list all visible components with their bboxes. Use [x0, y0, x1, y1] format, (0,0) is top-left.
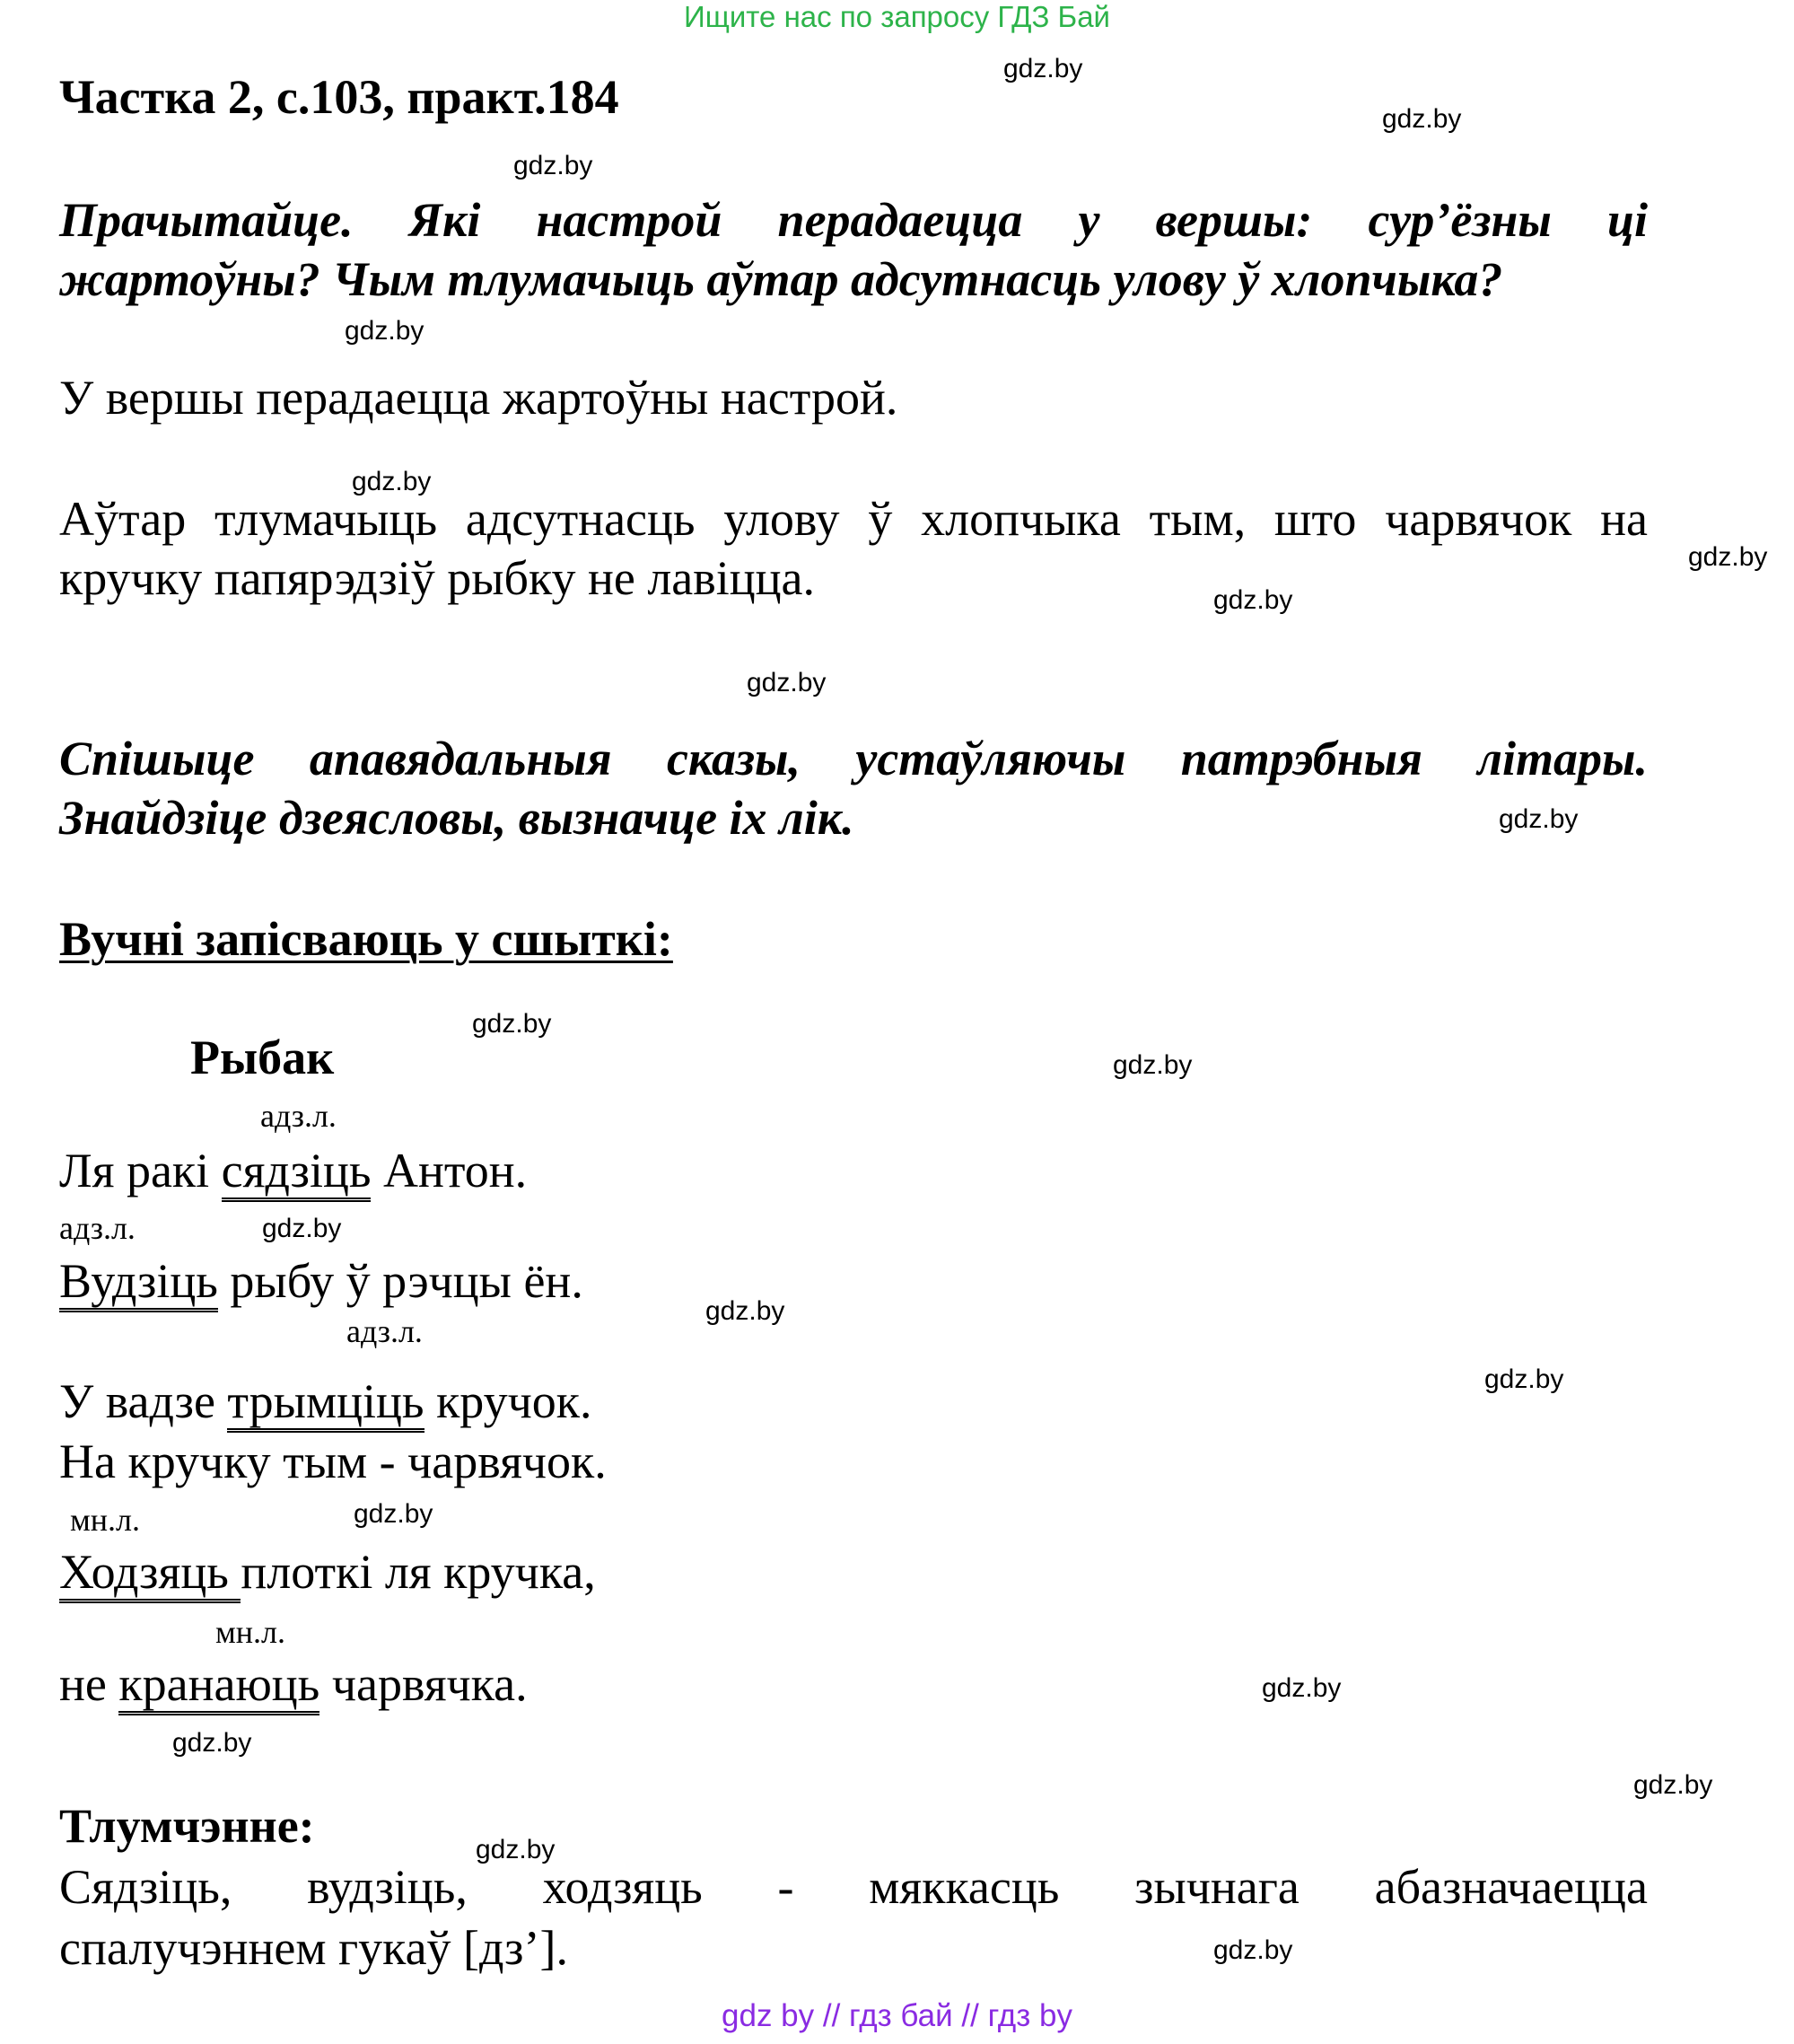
verb: Ходзяць	[59, 1545, 241, 1603]
watermark: gdz.by	[345, 316, 424, 346]
poem-line-5	[59, 1544, 596, 1600]
watermark: gdz.by	[1484, 1364, 1564, 1394]
verb: трымціць	[227, 1374, 424, 1433]
task-2-line-2: Знайдзіце дзеясловы, вызначце іх лік.	[59, 791, 854, 845]
watermark: gdz.by	[705, 1296, 785, 1326]
task-1-line-1: Прачытайце. Які настрой перадаецца у вершы: сур’ёзны ці	[59, 193, 1648, 247]
explanation-word: вудзіць,	[307, 1860, 468, 1914]
poem-text: не	[59, 1657, 119, 1711]
watermark: gdz.by	[1382, 104, 1462, 134]
poem-text: Ля ракі	[59, 1144, 222, 1197]
poem-line-4: На кручку тым - чарвячок.	[59, 1434, 607, 1488]
explanation-word: зычнага	[1134, 1860, 1300, 1914]
footer-links[interactable]: gdz by // гдз бай // гдз by	[722, 1998, 1072, 2033]
watermark: gdz.by	[1213, 1935, 1293, 1965]
watermark: gdz.by	[476, 1835, 556, 1864]
number-note: мн.л.	[70, 1502, 141, 1538]
poem-text: Антон.	[371, 1144, 528, 1197]
watermark: gdz.by	[352, 467, 432, 496]
task-2	[59, 729, 1648, 847]
number-note: адз.л.	[346, 1313, 423, 1349]
explanation-word: Сядзіць,	[59, 1860, 232, 1914]
watermark: gdz.by	[354, 1499, 433, 1529]
poem-title: Рыбак	[190, 1031, 335, 1084]
watermark: gdz.by	[1688, 542, 1768, 572]
poem-text: У вадзе	[59, 1374, 228, 1428]
number-note: мн.л.	[215, 1614, 286, 1650]
top-banner[interactable]: Ищите нас по запросу ГДЗ Бай	[684, 0, 1110, 33]
explanation-line-2: спалучэннем гукаў [дз’].	[59, 1921, 568, 1975]
poem-line-1	[59, 1143, 527, 1198]
explanation-dash: -	[777, 1860, 794, 1914]
watermark: gdz.by	[1003, 54, 1083, 83]
task-1	[59, 190, 1648, 309]
number-note: адз.л.	[59, 1210, 136, 1246]
answer-2-line-1: Аўтар тлумачыць адсутнасць улову ў хлопчыка тым, што чарвячок на	[59, 492, 1648, 546]
verb: кранаюць	[118, 1657, 319, 1715]
notebook-heading: Вучні запісваюць у сшыткі:	[59, 912, 673, 966]
page-title: Частка 2, с.103, практ.184	[59, 70, 619, 124]
poem-text: кручок.	[424, 1374, 592, 1428]
watermark: gdz.by	[1633, 1770, 1713, 1800]
watermark: gdz.by	[1113, 1050, 1193, 1080]
explanation-heading: Тлумчэнне:	[59, 1799, 315, 1853]
poem-line-6	[59, 1656, 528, 1712]
watermark: gdz.by	[1213, 585, 1293, 615]
watermark: gdz.by	[172, 1728, 252, 1758]
poem-line-3	[59, 1373, 591, 1429]
answer-1: У вершы перадаецца жартоўны настрой.	[59, 371, 898, 425]
poem-text: рыбу ў рэчцы ён.	[217, 1254, 583, 1308]
task-1-line-2: жартоўны? Чым тлумачыць аўтар адсутнасць улову ў хлопчыка?	[59, 252, 1503, 306]
number-note: адз.л.	[260, 1098, 337, 1134]
watermark: gdz.by	[472, 1009, 552, 1039]
watermark: gdz.by	[1262, 1673, 1342, 1703]
task-2-line-1: Спішыце апавядальныя сказы, устаўляючы патрэбныя літары.	[59, 732, 1648, 785]
answer-2	[59, 489, 1648, 608]
poem-text: плоткі ля кручка,	[241, 1545, 596, 1599]
explanation-word: мяккасць	[869, 1860, 1060, 1914]
watermark: gdz.by	[513, 151, 593, 180]
explanation-word: ходзяць	[542, 1860, 703, 1914]
verb: сядзіць	[222, 1144, 372, 1202]
explanation-line-1	[59, 1856, 1648, 1917]
explanation	[59, 1856, 1648, 1978]
verb: Вудзіць	[59, 1254, 218, 1312]
answer-2-line-2: кручку папярэдзіў рыбку не лавіцца.	[59, 551, 816, 605]
watermark: gdz.by	[262, 1214, 342, 1243]
watermark: gdz.by	[747, 668, 827, 697]
watermark: gdz.by	[1499, 804, 1579, 834]
poem-line-2	[59, 1253, 583, 1309]
poem-text: чарвячка.	[319, 1657, 528, 1711]
explanation-word: абазначаецца	[1374, 1860, 1648, 1914]
